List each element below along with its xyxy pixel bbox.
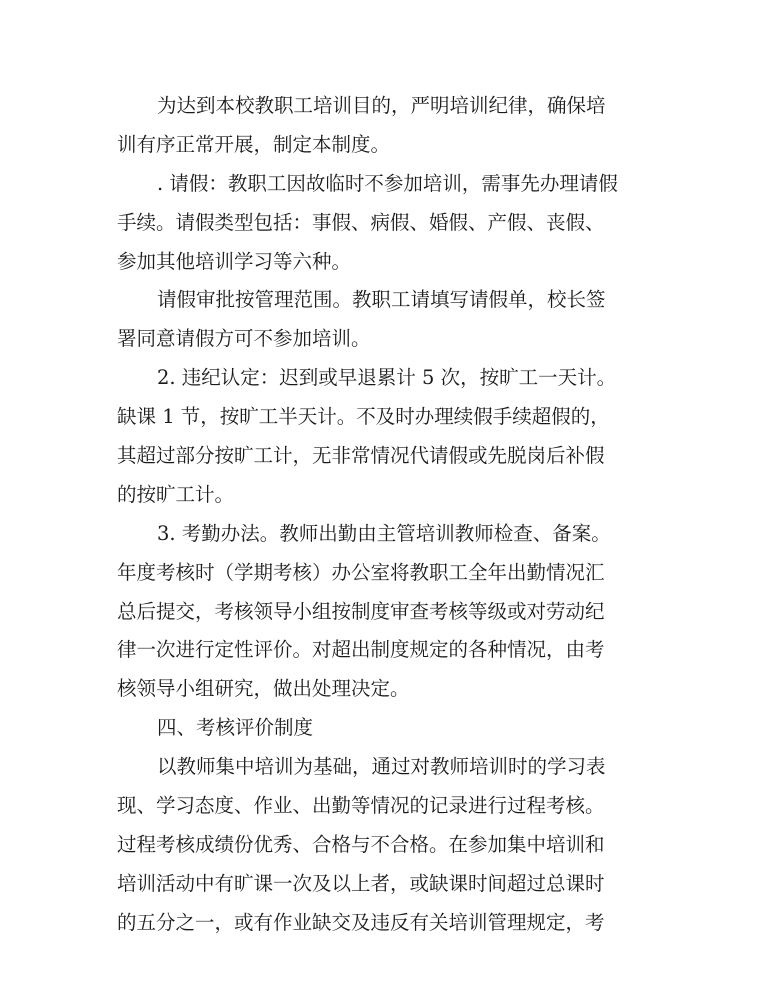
text-line: 参加其他培训学习等六种。 (117, 249, 352, 273)
text-line: 为达到本校教职工培训目的，严明培训纪律，确保培 (157, 94, 606, 117)
text-line: 缺课 1 节，按旷工半天计。不及时办理续假手续超假的， (117, 405, 610, 429)
text-line: 3. 考勤办法。教师出勤由主管培训教师检查、备案。 (157, 521, 611, 545)
text-line: . 请假：教职工因故临时不参加培训，需事先办理请假 (157, 171, 618, 195)
text-line: 过程考核成绩份优秀、合格与不合格。在参加集中培训和 (117, 832, 605, 856)
text-line: 的五分之一，或有作业缺交及违反有关培训管理规定，考 (117, 910, 605, 934)
text-line: 总后提交，考核领导小组按制度审查考核等级或对劳动纪 (117, 599, 605, 623)
text-line: 其超过部分按旷工计，无非常情况代请假或先脱岗后补假 (117, 444, 605, 468)
text-line: 请假审批按管理范围。教职工请填写请假单，校长签 (157, 288, 606, 312)
text-line: 署同意请假方可不参加培训。 (117, 327, 371, 351)
text-line: 2. 违纪认定：迟到或早退累计 5 次，按旷工一天计。 (157, 366, 617, 390)
text-line: 律一次进行定性评价。对超出制度规定的各种情况，由考 (117, 638, 605, 662)
text-line: 现、学习态度、作业、出勤等情况的记录进行过程考核。 (117, 794, 605, 818)
text-line: 手续。请假类型包括：事假、病假、婚假、产假、丧假、 (117, 210, 605, 234)
document-body (117, 87, 637, 943)
text-line: 核领导小组研究，做出处理决定。 (117, 677, 410, 701)
text-line: 训有序正常开展，制定本制度。 (117, 132, 391, 156)
text-line: 四、考核评价制度 (157, 716, 314, 740)
text-line: 的按旷工计。 (117, 482, 235, 506)
text-line: 培训活动中有旷课一次及以上者，或缺课时间超过总课时 (117, 871, 605, 895)
text-line: 以教师集中培训为基础，通过对教师培训时的学习表 (157, 755, 606, 779)
text-line: 年度考核时（学期考核）办公室将教职工全年出勤情况汇 (117, 560, 605, 584)
